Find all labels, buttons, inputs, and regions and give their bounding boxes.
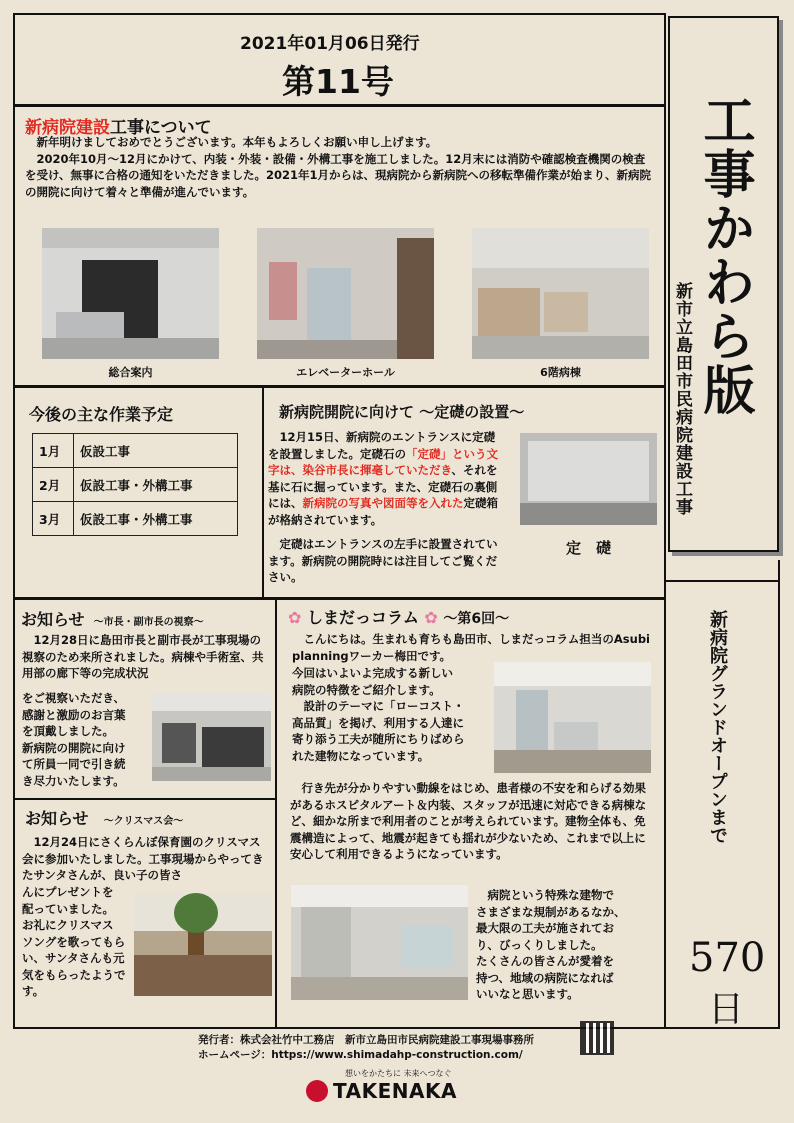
countdown-days: 570 [689,935,766,981]
schedule-work: 仮設工事 [74,434,238,468]
column-paragraph-3: 病院という特殊な建物で さまざまな規制があるなか、 最大限の工夫が施されてお り、びっくりしました。 たくさんの皆さんが愛着を 持つ、地域の病院になれば いいなと思います。 [476,888,626,1001]
takenaka-logo-icon [306,1080,328,1102]
notice-subtitle: ～クリスマス会～ [103,816,184,827]
frame-line [13,104,666,107]
schedule-work: 仮設工事・外構工事 [74,502,238,536]
notice-body-left: んにプレゼントを 配っていました。 お礼にクリスマス ソングを歌ってもら い、サンタさんも元 気をもらったようで す。 [22,885,126,998]
column-title [288,605,509,628]
frame-line [13,385,666,388]
photo-cornerstone [520,433,657,525]
flower-icon: ✿ [424,608,438,627]
frame-line [15,798,275,800]
section-title-red: 新病院建設 [25,118,110,138]
notice-title [25,806,183,829]
photo-reception [42,228,219,359]
notice-body-left: をご視察いただき、 感謝と激励のお言葉 を頂戴しました。 新病院の開院に向け て所員一同で引き続 き尽力いたします。 [22,691,126,788]
column-subtitle: ～第6回～ [443,611,510,627]
paragraph: 新年明けましておめでとうございます。本年もよろしくお願い申し上げます。 [36,135,438,149]
photo-caption: 定 礎 [565,539,611,557]
notice-title [21,607,204,630]
table-row [33,468,238,502]
frame-line [13,13,666,15]
cornerstone-title: 新病院開院に向けて ～定礎の設置～ [279,403,525,421]
issue-number: 第11号 [282,62,394,101]
column-intro: こんにちは。生まれも育ちも島田市、しまだっコラム担当のAsubi planningワーカー梅田です。 [292,632,650,663]
frame-line [664,13,666,1029]
notice-body: 12月24日にさくらんぼ保育園のクリスマス会に参加いたしました。工事現場からやってきたサンタさんが、良い子の皆さ [22,835,264,882]
schedule-month: 2月 [33,468,74,502]
photo-mayor-visit [152,693,271,781]
schedule-work: 仮設工事・外構工事 [74,468,238,502]
schedule-table [32,433,238,536]
photo-caption: 総合案内 [108,366,153,379]
photo-6th-floor-ward [472,228,649,359]
tagline: 想いをかたちに 未来へつなぐ [345,1069,452,1078]
section-title-black: 工事について [110,118,212,138]
frame-line [275,600,277,1027]
frame-line [13,1027,778,1029]
notice-title-text: お知らせ [21,610,85,629]
table-row [33,434,238,468]
schedule-title: 今後の主な作業予定 [29,405,174,424]
notice-title-text: お知らせ [25,809,89,828]
masthead-title: 工事かわら版 [694,93,754,417]
photo-caption: 6階病棟 [540,366,581,379]
table-row [33,502,238,536]
section-body [25,134,655,200]
frame-line [13,13,15,1029]
cornerstone-body-2: 定礎はエントランスの左手に設置されています。新病院の開院時には注目してご覧ください。 [268,537,498,584]
schedule-month: 1月 [33,434,74,468]
photo-corridor [291,885,468,1000]
schedule-month: 3月 [33,502,74,536]
frame-line [262,388,264,597]
column-title-text: しまだっコラム [306,608,419,627]
photo-elevator-hall [257,228,434,359]
column-intro-left: 今回はいよいよ完成する新しい 病院の特徴をご紹介します。 設計のテーマに「ローコスト・ 高品質」を掲げ、利用する人達に 寄り添う工夫が随所にちりばめら れた建物になっています。 [292,666,465,763]
photo-lobby [494,662,651,773]
notice-body: 12月28日に島田市長と副市長が工事現場の視察のため来所されました。病棟や手術室、共用部の廊下等の完成状況 [22,633,264,680]
frame-line [666,580,778,582]
photo-christmas-party [134,893,272,996]
flower-icon: ✿ [288,608,302,627]
qr-code-icon [580,1021,614,1055]
takenaka-logo: TAKENAKA [333,1079,457,1103]
cornerstone-body: 12月15日、新病院のエントランスに定礎を設置しました。定礎石の「定礎」という文字は、染谷市長に揮毫していただき、それを基に石に掘っています。また、定礎石の裏側には、新病院の写真や図面等を入れた定礎箱が格納されています。 [268,430,498,527]
notice-subtitle: ～市長・副市長の視察～ [93,617,204,628]
homepage-link[interactable]: ホームページ：https://www.shimadahp-construction.com/ [198,1049,523,1061]
publisher: 発行者：株式会社竹中工務店 新市立島田市民病院建設工事現場事務所 [198,1034,534,1046]
issue-date: 2021年01月06日発行 [240,34,420,54]
countdown-label: 新病院グランドオープンまで [707,610,728,844]
column-paragraph: 行き先が分かりやすい動線をはじめ、患者様の不安を和らげる効果があるホスピタルアート＆内装、スタッフが迅速に対応できる病棟など、細かな所まで利用者のことが考えられています。建物全体も、免震構造によって、地震が起きても揺れが少ないため、これまで以上に安心して利用できるようになっています。 [290,781,647,861]
frame-line [778,560,780,1029]
countdown-unit: 日 [708,989,745,1030]
photo-caption: エレベーターホール [296,366,395,379]
paragraph: 2020年10月～12月にかけて、内装・外装・設備・外構工事を施工しました。12月末には消防や確認検査機関の検査を受け、無事に合格の通知をいただきました。2021年1月からは、現病院から新病院への移転準備作業が始まり、新病院の開院に向けて着々と準備が進んでいます。 [25,151,652,199]
masthead-subtitle: 新市立島田市民病院建設工事 [672,282,692,516]
frame-line [13,597,666,600]
